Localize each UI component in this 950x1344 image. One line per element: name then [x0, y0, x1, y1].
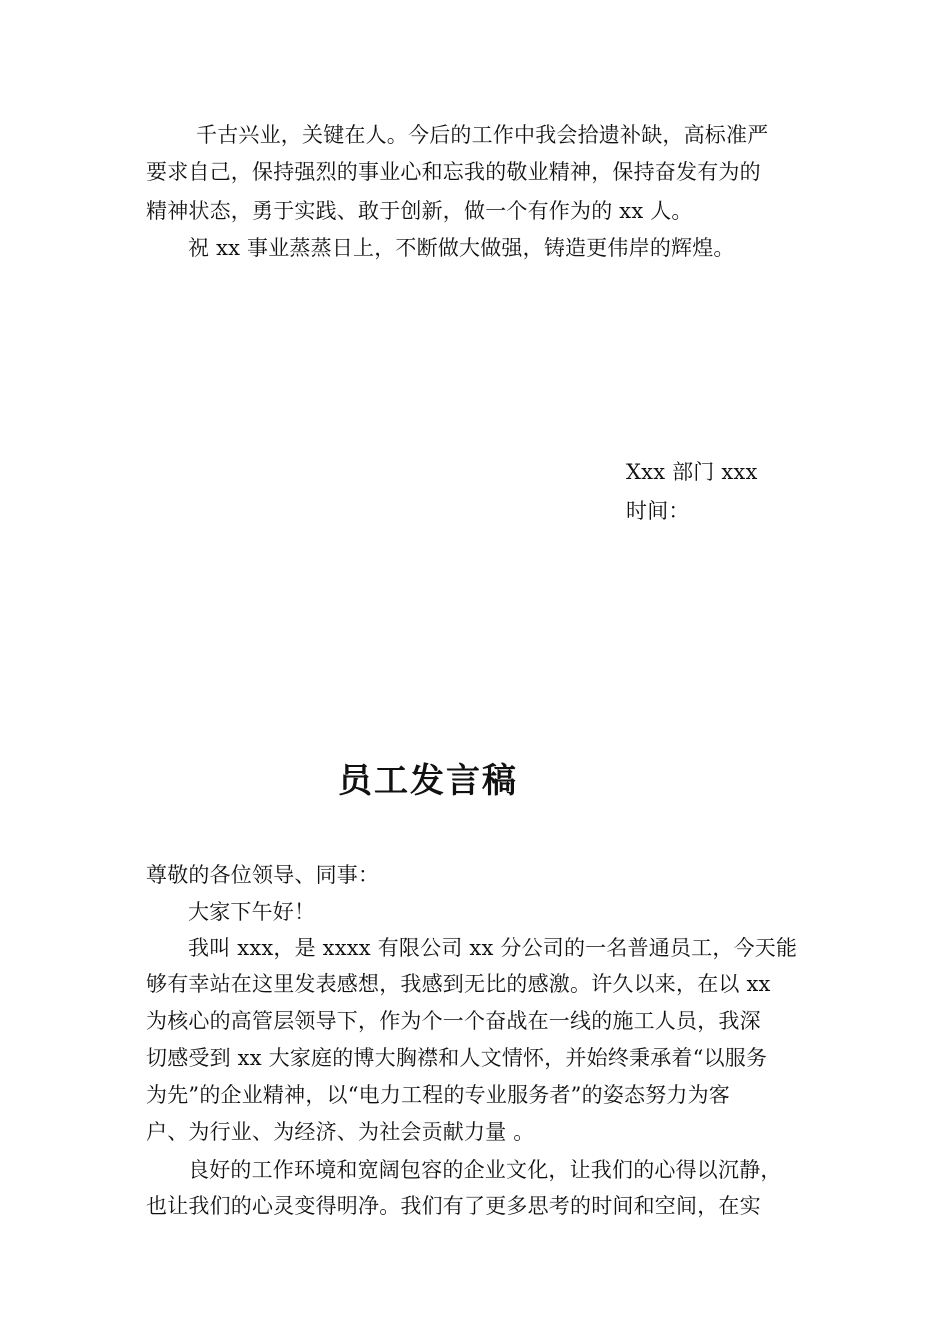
paragraph-line: 我叫 xxx，是 xxxx 有限公司 xx 分公司的一名普通员工，今天能	[188, 936, 798, 960]
paragraph-line: 户、为行业、为经济、为社会贡献力量 。	[146, 1120, 535, 1144]
signature-date-label: 时间：	[626, 499, 690, 523]
greeting: 大家下午好！	[188, 900, 316, 924]
signature-department: Xxx 部门 xxx	[626, 460, 758, 484]
paragraph-line: 够有幸站在这里发表感想，我感到无比的感激。许久以来，在以 xx	[146, 972, 771, 996]
salutation: 尊敬的各位领导、同事：	[146, 863, 380, 887]
paragraph-line: 也让我们的心灵变得明净。我们有了更多思考的时间和空间，在实	[146, 1194, 761, 1218]
paragraph-line: 精神状态，勇于实践、敢于创新，做一个有作为的 xx 人。	[146, 199, 693, 223]
page-title: 员工发言稿	[338, 761, 518, 801]
paragraph-line: 千古兴业，关键在人。今后的工作中我会拾遗补缺，高标准严	[196, 123, 769, 147]
paragraph-line: 良好的工作环境和宽阔包容的企业文化，让我们的心得以沉静，	[188, 1158, 782, 1182]
paragraph-line: 为先”的企业精神，以“电力工程的专业服务者”的姿态努力为客	[146, 1083, 731, 1107]
paragraph-line: 要求自己，保持强烈的事业心和忘我的敬业精神，保持奋发有为的	[146, 160, 761, 184]
paragraph-line: 切感受到 xx 大家庭的博大胸襟和人文情怀，并始终秉承着“以服务	[146, 1046, 768, 1070]
paragraph-line: 为核心的高管层领导下，作为个一个奋战在一线的施工人员，我深	[146, 1009, 761, 1033]
wish-line: 祝 xx 事业蒸蒸日上，不断做大做强，铸造更伟岸的辉煌。	[188, 236, 735, 260]
